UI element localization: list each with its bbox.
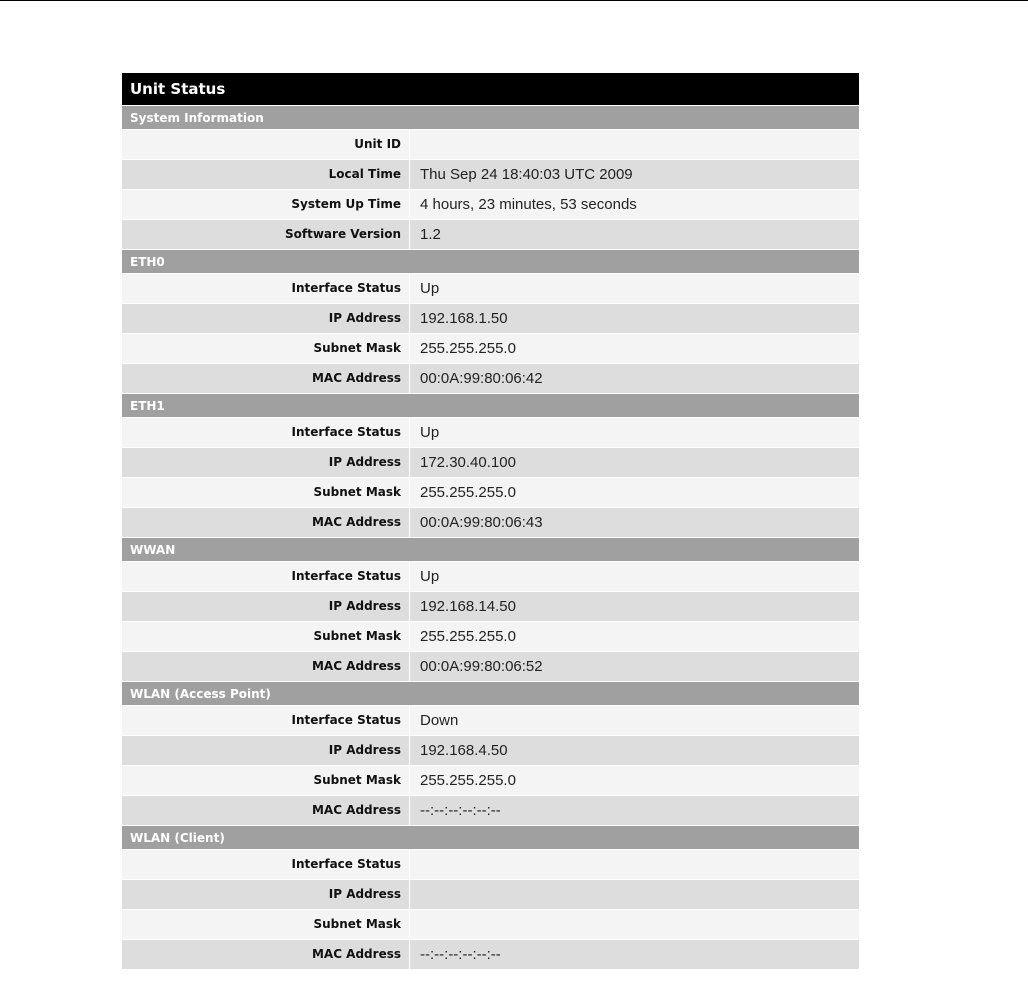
row-label: IP Address [122,448,410,477]
row-value: 255.255.255.0 [420,484,516,501]
row-value: 00:0A:99:80:06:52 [420,658,543,675]
status-row [122,304,859,334]
section-header: ETH1 [122,394,859,418]
row-value [410,850,859,879]
row-value: 172.30.40.100 [420,454,516,471]
section-eth1 [122,394,859,538]
row-value: 255.255.255.0 [420,340,516,357]
section-wlan-access-point [122,682,859,826]
row-label: Software Version [122,220,410,249]
row-value: Up [420,280,440,297]
section-header: System Information [122,106,859,130]
section-system-information [122,106,859,250]
status-row [122,766,859,796]
row-label: IP Address [122,880,410,909]
section-rows [122,130,859,250]
row-value: --:--:--:--:--:-- [420,802,501,819]
section-header: WLAN (Access Point) [122,682,859,706]
row-value: 4 hours, 23 minutes, 53 seconds [420,196,637,213]
section-rows [122,418,859,538]
status-row [122,274,859,304]
row-label: MAC Address [122,364,410,393]
status-row [122,190,859,220]
status-row [122,850,859,880]
status-row [122,364,859,394]
row-label: Subnet Mask [122,478,410,507]
row-label: IP Address [122,736,410,765]
row-value: Up [420,568,440,585]
row-label: MAC Address [122,796,410,825]
row-value: Down [420,712,459,729]
status-row [122,880,859,910]
section-header: WWAN [122,538,859,562]
row-label: Subnet Mask [122,910,410,939]
row-value: --:--:--:--:--:-- [420,946,501,963]
row-value: 192.168.14.50 [420,598,516,615]
top-divider [0,0,1028,1]
status-row [122,592,859,622]
status-row [122,334,859,364]
section-rows [122,562,859,682]
row-value: 192.168.4.50 [420,742,508,759]
row-label: Subnet Mask [122,334,410,363]
row-label: IP Address [122,592,410,621]
section-eth0 [122,250,859,394]
status-row [122,478,859,508]
status-row [122,910,859,940]
section-rows [122,706,859,826]
row-value: 192.168.1.50 [420,310,508,327]
row-label: MAC Address [122,652,410,681]
row-label: Local Time [122,160,410,189]
status-row [122,448,859,478]
row-label: Interface Status [122,850,410,879]
row-value [410,130,859,159]
row-label: Unit ID [122,130,410,159]
row-label: Interface Status [122,706,410,735]
section-wwan [122,538,859,682]
status-row [122,418,859,448]
row-value: Thu Sep 24 18:40:03 UTC 2009 [420,166,633,183]
row-label: Interface Status [122,418,410,447]
row-label: Subnet Mask [122,622,410,651]
status-row [122,706,859,736]
status-row [122,796,859,826]
row-value: 1.2 [420,226,441,243]
row-label: Interface Status [122,562,410,591]
row-label: IP Address [122,304,410,333]
panel-title: Unit Status [122,73,859,106]
status-row [122,130,859,160]
status-row [122,562,859,592]
status-row [122,940,859,970]
row-label: MAC Address [122,940,410,969]
unit-status-panel [122,73,859,970]
row-label: MAC Address [122,508,410,537]
row-value: Up [420,424,440,441]
row-label: Interface Status [122,274,410,303]
status-row [122,508,859,538]
row-value: 00:0A:99:80:06:43 [420,514,543,531]
row-label: System Up Time [122,190,410,219]
row-label: Subnet Mask [122,766,410,795]
row-value [410,880,859,909]
row-value: 255.255.255.0 [420,628,516,645]
status-row [122,220,859,250]
row-value [410,910,859,939]
section-header: WLAN (Client) [122,826,859,850]
section-rows [122,274,859,394]
section-header: ETH0 [122,250,859,274]
section-rows [122,850,859,970]
status-row [122,652,859,682]
row-value: 00:0A:99:80:06:42 [420,370,543,387]
status-row [122,160,859,190]
status-row [122,622,859,652]
section-wlan-client [122,826,859,970]
status-row [122,736,859,766]
row-value: 255.255.255.0 [420,772,516,789]
